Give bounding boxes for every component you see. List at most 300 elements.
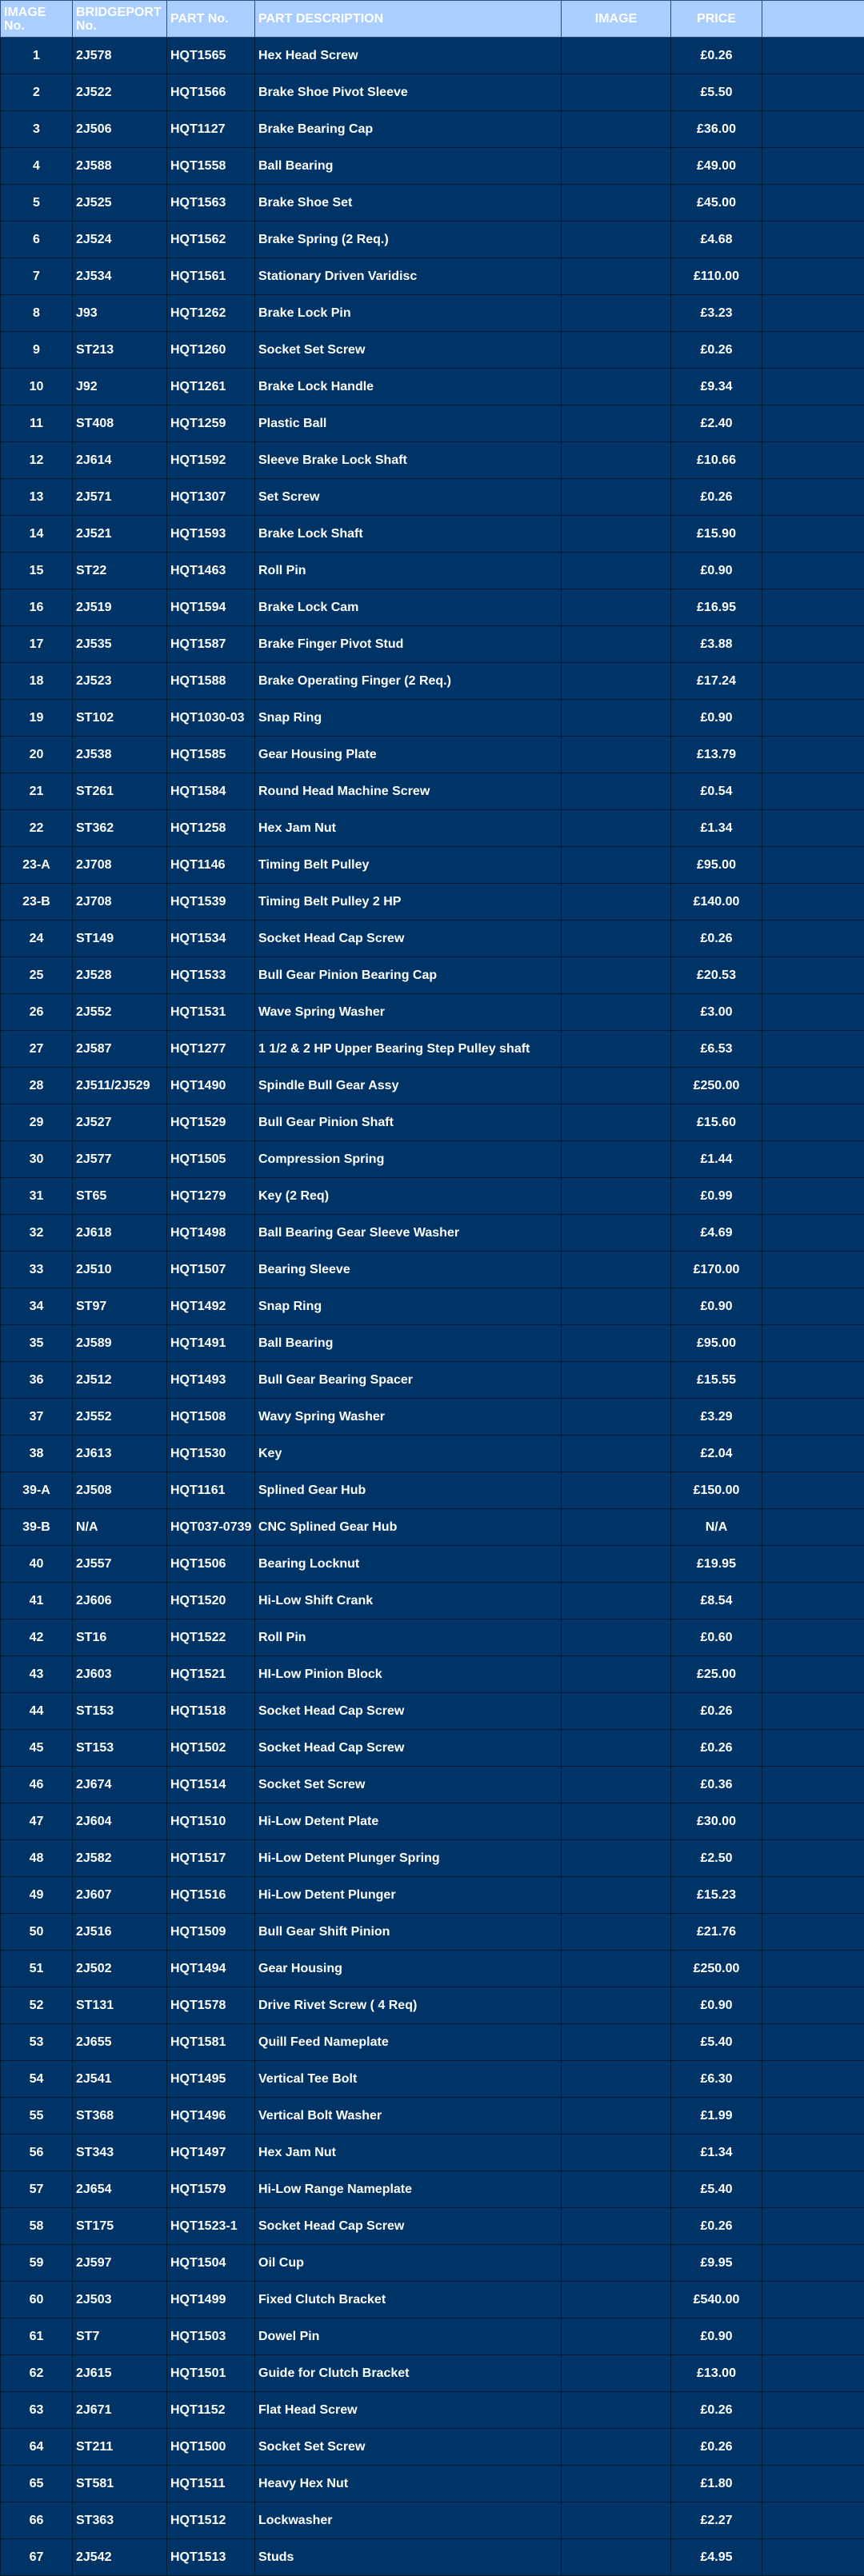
table-row <box>1 479 864 516</box>
part-description-cell: Snap Ring <box>255 700 562 737</box>
image-cell <box>562 2466 671 2502</box>
image-cell <box>562 1141 671 1178</box>
bridgeport-no-cell: 2J614 <box>73 442 167 479</box>
blank-cell <box>762 2171 864 2208</box>
image-cell <box>562 2171 671 2208</box>
bridgeport-no-cell: 2J528 <box>73 957 167 994</box>
part-description-cell: Vertical Bolt Washer <box>255 2098 562 2135</box>
blank-cell <box>762 2245 864 2282</box>
bridgeport-no-cell: ST581 <box>73 2466 167 2502</box>
bridgeport-no-cell: ST343 <box>73 2135 167 2171</box>
image-cell <box>562 148 671 185</box>
part-description-cell: Hi-Low Detent Plunger Spring <box>255 1840 562 1877</box>
blank-cell <box>762 1619 864 1656</box>
part-no-cell: HQT1530 <box>167 1436 255 1472</box>
image-no-cell: 34 <box>1 1288 73 1325</box>
image-cell <box>562 1767 671 1803</box>
image-cell <box>562 2061 671 2098</box>
blank-cell <box>762 1693 864 1730</box>
image-cell <box>562 1068 671 1104</box>
part-no-cell: HQT1531 <box>167 994 255 1031</box>
part-description-cell: Hi-Low Detent Plunger <box>255 1877 562 1914</box>
blank-cell <box>762 1141 864 1178</box>
blank-cell <box>762 921 864 957</box>
image-cell <box>562 921 671 957</box>
part-no-cell: HQT1496 <box>167 2098 255 2135</box>
part-no-cell: HQT1584 <box>167 773 255 810</box>
part-description-cell: Brake Lock Handle <box>255 369 562 405</box>
part-description-cell: Socket Head Cap Screw <box>255 921 562 957</box>
blank-cell <box>762 1104 864 1141</box>
table-row <box>1 185 864 222</box>
part-no-cell: HQT1152 <box>167 2392 255 2429</box>
part-no-cell: HQT1030-03 <box>167 700 255 737</box>
blank-cell <box>762 38 864 74</box>
part-no-cell: HQT1585 <box>167 737 255 773</box>
bridgeport-no-cell: ST153 <box>73 1730 167 1767</box>
bridgeport-no-cell: J93 <box>73 295 167 332</box>
part-no-cell: HQT1513 <box>167 2539 255 2576</box>
part-no-cell: HQT1494 <box>167 1951 255 1987</box>
image-cell <box>562 2135 671 2171</box>
part-no-cell: HQT1565 <box>167 38 255 74</box>
table-row <box>1 810 864 847</box>
image-no-cell: 33 <box>1 1252 73 1288</box>
image-no-cell: 16 <box>1 589 73 626</box>
part-description-cell: Sleeve Brake Lock Shaft <box>255 442 562 479</box>
image-cell <box>562 369 671 405</box>
table-row <box>1 1325 864 1362</box>
blank-cell <box>762 148 864 185</box>
image-cell <box>562 1215 671 1252</box>
table-row <box>1 1068 864 1104</box>
price-cell: £150.00 <box>671 1472 762 1509</box>
part-no-cell: HQT1503 <box>167 2318 255 2355</box>
image-cell <box>562 479 671 516</box>
price-cell: £170.00 <box>671 1252 762 1288</box>
image-cell <box>562 847 671 884</box>
part-description-cell: Drive Rivet Screw ( 4 Req) <box>255 1987 562 2024</box>
header-part-description: PART DESCRIPTION <box>255 1 562 38</box>
part-description-cell: Studs <box>255 2539 562 2576</box>
bridgeport-no-cell: ST153 <box>73 1693 167 1730</box>
part-no-cell: HQT1561 <box>167 258 255 295</box>
image-no-cell: 54 <box>1 2061 73 2098</box>
price-cell: £95.00 <box>671 1325 762 1362</box>
part-description-cell: Hex Jam Nut <box>255 810 562 847</box>
image-cell <box>562 442 671 479</box>
image-cell <box>562 1362 671 1399</box>
image-no-cell: 40 <box>1 1546 73 1583</box>
part-description-cell: Brake Finger Pivot Stud <box>255 626 562 663</box>
image-no-cell: 62 <box>1 2355 73 2392</box>
image-no-cell: 21 <box>1 773 73 810</box>
part-no-cell: HQT1161 <box>167 1472 255 1509</box>
part-description-cell: Hi-Low Shift Crank <box>255 1583 562 1619</box>
image-cell <box>562 994 671 1031</box>
part-no-cell: HQT1502 <box>167 1730 255 1767</box>
bridgeport-no-cell: 2J577 <box>73 1141 167 1178</box>
part-no-cell: HQT1558 <box>167 148 255 185</box>
part-no-cell: HQT1495 <box>167 2061 255 2098</box>
blank-cell <box>762 2392 864 2429</box>
part-description-cell: Timing Belt Pulley 2 HP <box>255 884 562 921</box>
part-no-cell: HQT1261 <box>167 369 255 405</box>
image-cell <box>562 2429 671 2466</box>
table-row <box>1 2466 864 2502</box>
price-cell: N/A <box>671 1509 762 1546</box>
price-cell: £1.34 <box>671 810 762 847</box>
blank-cell <box>762 589 864 626</box>
table-row <box>1 1509 864 1546</box>
bridgeport-no-cell: 2J582 <box>73 1840 167 1877</box>
image-no-cell: 24 <box>1 921 73 957</box>
part-no-cell: HQT1146 <box>167 847 255 884</box>
part-no-cell: HQT1507 <box>167 1252 255 1288</box>
bridgeport-no-cell: 2J597 <box>73 2245 167 2282</box>
image-cell <box>562 1288 671 1325</box>
part-no-cell: HQT1511 <box>167 2466 255 2502</box>
bridgeport-no-cell: 2J708 <box>73 847 167 884</box>
price-cell: £3.29 <box>671 1399 762 1436</box>
blank-cell <box>762 1546 864 1583</box>
part-description-cell: HI-Low Pinion Block <box>255 1656 562 1693</box>
part-no-cell: HQT1523-1 <box>167 2208 255 2245</box>
price-cell: £10.66 <box>671 442 762 479</box>
image-no-cell: 32 <box>1 1215 73 1252</box>
part-no-cell: HQT1533 <box>167 957 255 994</box>
price-cell: £9.95 <box>671 2245 762 2282</box>
bridgeport-no-cell: 2J508 <box>73 1472 167 1509</box>
bridgeport-no-cell: 2J604 <box>73 1803 167 1840</box>
table-row <box>1 773 864 810</box>
blank-cell <box>762 185 864 222</box>
price-cell: £2.40 <box>671 405 762 442</box>
part-description-cell: Bearing Locknut <box>255 1546 562 1583</box>
price-cell: £17.24 <box>671 663 762 700</box>
header-part-no: PART No. <box>167 1 255 38</box>
image-no-cell: 13 <box>1 479 73 516</box>
blank-cell <box>762 1215 864 1252</box>
price-cell: £13.00 <box>671 2355 762 2392</box>
price-cell: £0.99 <box>671 1178 762 1215</box>
price-cell: £0.90 <box>671 1288 762 1325</box>
price-cell: £36.00 <box>671 111 762 148</box>
image-no-cell: 19 <box>1 700 73 737</box>
part-no-cell: HQT1518 <box>167 1693 255 1730</box>
table-row <box>1 847 864 884</box>
price-cell: £4.69 <box>671 1215 762 1252</box>
blank-cell <box>762 332 864 369</box>
part-no-cell: HQT1499 <box>167 2282 255 2318</box>
blank-cell <box>762 2429 864 2466</box>
bridgeport-no-cell: 2J587 <box>73 1031 167 1068</box>
image-cell <box>562 2392 671 2429</box>
part-no-cell: HQT1501 <box>167 2355 255 2392</box>
image-cell <box>562 2282 671 2318</box>
price-cell: £0.54 <box>671 773 762 810</box>
price-cell: £1.44 <box>671 1141 762 1178</box>
table-row <box>1 1730 864 1767</box>
image-cell <box>562 773 671 810</box>
bridgeport-no-cell: 2J527 <box>73 1104 167 1141</box>
blank-cell <box>762 1288 864 1325</box>
image-no-cell: 66 <box>1 2502 73 2539</box>
part-description-cell: Spindle Bull Gear Assy <box>255 1068 562 1104</box>
part-description-cell: Ball Bearing <box>255 148 562 185</box>
image-cell <box>562 332 671 369</box>
image-no-cell: 47 <box>1 1803 73 1840</box>
part-description-cell: CNC Splined Gear Hub <box>255 1509 562 1546</box>
blank-cell <box>762 810 864 847</box>
bridgeport-no-cell: 2J523 <box>73 663 167 700</box>
image-cell <box>562 553 671 589</box>
price-cell: £49.00 <box>671 148 762 185</box>
part-no-cell: HQT1491 <box>167 1325 255 1362</box>
image-cell <box>562 258 671 295</box>
price-cell: £6.53 <box>671 1031 762 1068</box>
blank-cell <box>762 2282 864 2318</box>
blank-cell <box>762 2318 864 2355</box>
image-cell <box>562 295 671 332</box>
table-row <box>1 2429 864 2466</box>
price-cell: £540.00 <box>671 2282 762 2318</box>
part-no-cell: HQT1534 <box>167 921 255 957</box>
price-cell: £20.53 <box>671 957 762 994</box>
bridgeport-no-cell: 2J607 <box>73 1877 167 1914</box>
part-description-cell: Stationary Driven Varidisc <box>255 258 562 295</box>
blank-cell <box>762 1252 864 1288</box>
bridgeport-no-cell: ST7 <box>73 2318 167 2355</box>
price-cell: £0.90 <box>671 2318 762 2355</box>
price-cell: £0.26 <box>671 921 762 957</box>
part-description-cell: Vertical Tee Bolt <box>255 2061 562 2098</box>
image-cell <box>562 38 671 74</box>
image-no-cell: 8 <box>1 295 73 332</box>
table-row <box>1 222 864 258</box>
price-cell: £8.54 <box>671 1583 762 1619</box>
price-cell: £15.60 <box>671 1104 762 1141</box>
blank-cell <box>762 1472 864 1509</box>
image-cell <box>562 1583 671 1619</box>
part-description-cell: Socket Head Cap Screw <box>255 1730 562 1767</box>
price-cell: £5.40 <box>671 2024 762 2061</box>
price-cell: £13.79 <box>671 737 762 773</box>
blank-cell <box>762 1656 864 1693</box>
image-cell <box>562 626 671 663</box>
part-no-cell: HQT1517 <box>167 1840 255 1877</box>
blank-cell <box>762 369 864 405</box>
table-row <box>1 2502 864 2539</box>
image-no-cell: 14 <box>1 516 73 553</box>
blank-cell <box>762 2502 864 2539</box>
image-no-cell: 2 <box>1 74 73 111</box>
image-cell <box>562 2098 671 2135</box>
part-no-cell: HQT1520 <box>167 1583 255 1619</box>
bridgeport-no-cell: ST97 <box>73 1288 167 1325</box>
part-description-cell: Key <box>255 1436 562 1472</box>
table-row <box>1 1656 864 1693</box>
image-cell <box>562 1472 671 1509</box>
bridgeport-no-cell: 2J578 <box>73 38 167 74</box>
bridgeport-no-cell: 2J654 <box>73 2171 167 2208</box>
table-row <box>1 589 864 626</box>
part-no-cell: HQT037-0739 <box>167 1509 255 1546</box>
bridgeport-no-cell: 2J589 <box>73 1325 167 1362</box>
part-description-cell: Socket Set Screw <box>255 332 562 369</box>
price-cell: £21.76 <box>671 1914 762 1951</box>
image-no-cell: 9 <box>1 332 73 369</box>
image-no-cell: 35 <box>1 1325 73 1362</box>
table-row <box>1 2245 864 2282</box>
image-no-cell: 44 <box>1 1693 73 1730</box>
blank-cell <box>762 222 864 258</box>
blank-cell <box>762 737 864 773</box>
image-no-cell: 43 <box>1 1656 73 1693</box>
part-description-cell: Hex Head Screw <box>255 38 562 74</box>
part-description-cell: Flat Head Screw <box>255 2392 562 2429</box>
blank-cell <box>762 2098 864 2135</box>
price-cell: £0.26 <box>671 1730 762 1767</box>
image-cell <box>562 884 671 921</box>
bridgeport-no-cell: 2J512 <box>73 1362 167 1399</box>
image-no-cell: 18 <box>1 663 73 700</box>
part-no-cell: HQT1277 <box>167 1031 255 1068</box>
price-cell: £3.00 <box>671 994 762 1031</box>
blank-cell <box>762 1031 864 1068</box>
image-no-cell: 17 <box>1 626 73 663</box>
part-description-cell: Oil Cup <box>255 2245 562 2282</box>
table-row <box>1 2355 864 2392</box>
blank-cell <box>762 1914 864 1951</box>
price-cell: £15.23 <box>671 1877 762 1914</box>
bridgeport-no-cell: 2J671 <box>73 2392 167 2429</box>
image-no-cell: 36 <box>1 1362 73 1399</box>
price-cell: £0.90 <box>671 553 762 589</box>
table-row <box>1 737 864 773</box>
table-row <box>1 405 864 442</box>
table-row <box>1 2318 864 2355</box>
part-no-cell: HQT1509 <box>167 1914 255 1951</box>
blank-cell <box>762 700 864 737</box>
part-no-cell: HQT1512 <box>167 2502 255 2539</box>
part-description-cell: Bull Gear Pinion Shaft <box>255 1104 562 1141</box>
table-row <box>1 369 864 405</box>
table-row <box>1 332 864 369</box>
table-row <box>1 516 864 553</box>
bridgeport-no-cell: ST368 <box>73 2098 167 2135</box>
image-no-cell: 5 <box>1 185 73 222</box>
table-row <box>1 1693 864 1730</box>
part-no-cell: HQT1127 <box>167 111 255 148</box>
image-no-cell: 42 <box>1 1619 73 1656</box>
bridgeport-no-cell: 2J708 <box>73 884 167 921</box>
bridgeport-no-cell: 2J618 <box>73 1215 167 1252</box>
image-no-cell: 53 <box>1 2024 73 2061</box>
blank-cell <box>762 1951 864 1987</box>
image-no-cell: 22 <box>1 810 73 847</box>
image-no-cell: 58 <box>1 2208 73 2245</box>
part-description-cell: Dowel Pin <box>255 2318 562 2355</box>
blank-cell <box>762 111 864 148</box>
bridgeport-no-cell: 2J615 <box>73 2355 167 2392</box>
table-row <box>1 700 864 737</box>
image-no-cell: 28 <box>1 1068 73 1104</box>
image-cell <box>562 1252 671 1288</box>
price-cell: £0.26 <box>671 2208 762 2245</box>
table-row <box>1 2539 864 2576</box>
part-description-cell: 1 1/2 & 2 HP Upper Bearing Step Pulley shaft <box>255 1031 562 1068</box>
image-no-cell: 26 <box>1 994 73 1031</box>
bridgeport-no-cell: ST65 <box>73 1178 167 1215</box>
table-row <box>1 1031 864 1068</box>
table-row <box>1 1178 864 1215</box>
bridgeport-no-cell: 2J655 <box>73 2024 167 2061</box>
header-row <box>1 1 864 38</box>
image-no-cell: 1 <box>1 38 73 74</box>
table-row <box>1 1951 864 1987</box>
image-cell <box>562 1840 671 1877</box>
bridgeport-no-cell: 2J503 <box>73 2282 167 2318</box>
image-no-cell: 20 <box>1 737 73 773</box>
table-row <box>1 2208 864 2245</box>
blank-cell <box>762 1325 864 1362</box>
part-description-cell: Fixed Clutch Bracket <box>255 2282 562 2318</box>
table-row <box>1 1914 864 1951</box>
price-cell: £5.50 <box>671 74 762 111</box>
part-no-cell: HQT1463 <box>167 553 255 589</box>
image-no-cell: 48 <box>1 1840 73 1877</box>
price-cell: £25.00 <box>671 1656 762 1693</box>
bridgeport-no-cell: J92 <box>73 369 167 405</box>
image-cell <box>562 1509 671 1546</box>
blank-cell <box>762 1987 864 2024</box>
bridgeport-no-cell: 2J519 <box>73 589 167 626</box>
table-row <box>1 1252 864 1288</box>
image-cell <box>562 1987 671 2024</box>
part-no-cell: HQT1594 <box>167 589 255 626</box>
table-row <box>1 74 864 111</box>
table-row <box>1 957 864 994</box>
bridgeport-no-cell: ST102 <box>73 700 167 737</box>
header-price: PRICE <box>671 1 762 38</box>
price-cell: £30.00 <box>671 1803 762 1840</box>
part-no-cell: HQT1562 <box>167 222 255 258</box>
table-row <box>1 1104 864 1141</box>
blank-cell <box>762 957 864 994</box>
part-no-cell: HQT1262 <box>167 295 255 332</box>
price-cell: £2.27 <box>671 2502 762 2539</box>
part-description-cell: Hex Jam Nut <box>255 2135 562 2171</box>
part-description-cell: Quill Feed Nameplate <box>255 2024 562 2061</box>
part-no-cell: HQT1522 <box>167 1619 255 1656</box>
part-description-cell: Gear Housing <box>255 1951 562 1987</box>
part-description-cell: Snap Ring <box>255 1288 562 1325</box>
bridgeport-no-cell: 2J603 <box>73 1656 167 1693</box>
bridgeport-no-cell: 2J613 <box>73 1436 167 1472</box>
bridgeport-no-cell: 2J588 <box>73 148 167 185</box>
image-cell <box>562 1104 671 1141</box>
blank-cell <box>762 1362 864 1399</box>
part-no-cell: HQT1529 <box>167 1104 255 1141</box>
blank-cell <box>762 663 864 700</box>
blank-cell <box>762 1436 864 1472</box>
image-cell <box>562 2208 671 2245</box>
table-row <box>1 111 864 148</box>
bridgeport-no-cell: 2J524 <box>73 222 167 258</box>
part-description-cell: Splined Gear Hub <box>255 1472 562 1509</box>
price-cell: £19.95 <box>671 1546 762 1583</box>
